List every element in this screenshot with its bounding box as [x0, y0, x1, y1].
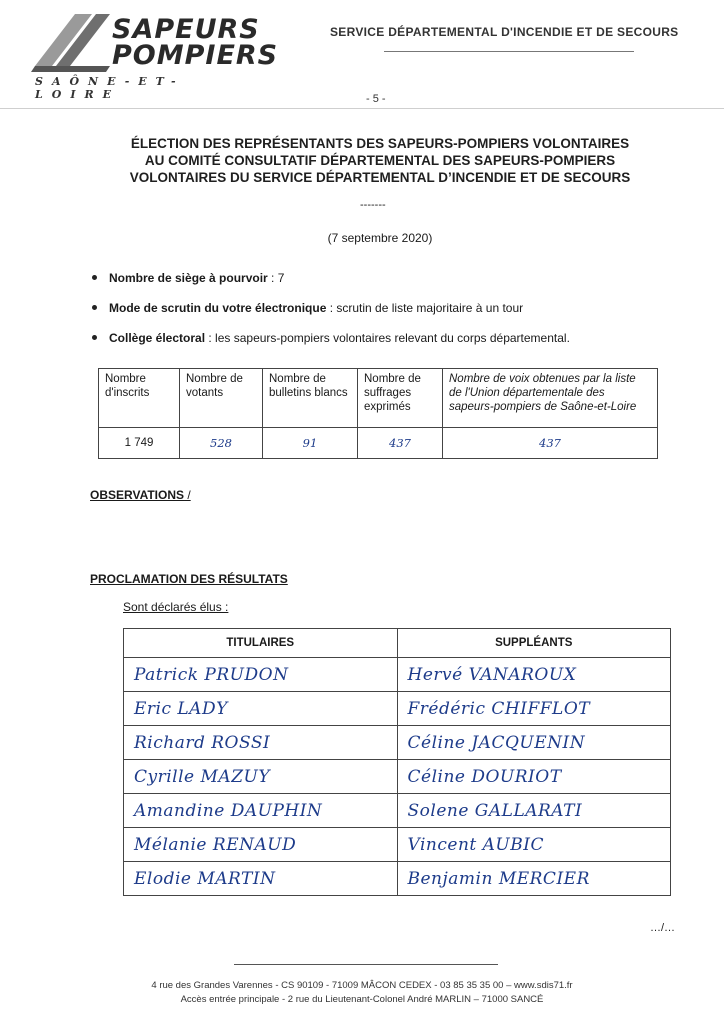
titulaire-name: Amandine DAUPHIN	[124, 794, 398, 828]
value-blancs: 91	[263, 428, 358, 459]
bullet-dot-icon	[92, 275, 97, 280]
footer-access: Accès entrée principale - 2 rue du Lieutenant-Colonel André MARLIN – 71000 SANCÉ	[180, 994, 544, 1005]
document-title	[60, 135, 700, 186]
elected-header-row	[124, 629, 671, 658]
footer-divider	[234, 964, 498, 965]
col-suppleants: SUPPLÉANTS	[397, 629, 671, 658]
bullet-voting-mode	[92, 301, 523, 315]
titulaire-name: Cyrille MAZUY	[124, 760, 398, 794]
service-header: SERVICE DÉPARTEMENTAL D'INCENDIE ET DE SECOURS	[330, 25, 679, 39]
titulaire-name: Richard ROSSI	[124, 726, 398, 760]
value-inscrits: 1 749	[99, 428, 180, 459]
value-exprimes: 437	[358, 428, 443, 459]
title-line-1: ÉLECTION DES REPRÉSENTANTS DES SAPEURS-POMPIERS VOLONTAIRES	[130, 136, 630, 151]
suppleant-name: Hervé VANAROUX	[397, 658, 671, 692]
logo-mark-icon	[30, 14, 110, 74]
elus-label: Sont déclarés élus :	[123, 600, 229, 614]
election-date: (7 septembre 2020)	[327, 231, 433, 245]
suppleant-name: Benjamin MERCIER	[397, 862, 671, 896]
elected-row	[124, 794, 671, 828]
logo-subtitle: SAÔNE-ET-LOIRE	[35, 75, 185, 101]
logo-text-pompiers: POMPIERS	[112, 40, 279, 71]
titulaire-name: Elodie MARTIN	[124, 862, 398, 896]
titulaire-name: Mélanie RENAUD	[124, 828, 398, 862]
results-value-row	[99, 428, 658, 459]
header-voix-liste: Nombre de voix obtenues par la liste de l'Union départementale des sapeurs-pompiers de Saône-et-Loire	[443, 369, 658, 428]
header-votants: Nombre de votants	[180, 369, 263, 428]
bullet-seats	[92, 271, 284, 285]
bullet-college	[92, 331, 570, 345]
footer-address: 4 rue des Grandes Varennes - CS 90109 - 71009 MÂCON CEDEX - 03 85 35 35 00 – www.sdis71.fr	[151, 980, 573, 991]
col-titulaires: TITULAIRES	[124, 629, 398, 658]
continuation-mark: …/…	[650, 922, 676, 934]
titulaire-name: Patrick PRUDON	[124, 658, 398, 692]
observations-suffix: /	[184, 488, 191, 502]
titulaire-name: Eric LADY	[124, 692, 398, 726]
proclamation-heading: PROCLAMATION DES RÉSULTATS	[90, 572, 288, 586]
header-exprimes: Nombre de suffrages exprimés	[358, 369, 443, 428]
elected-row	[124, 828, 671, 862]
elected-row	[124, 760, 671, 794]
elected-table	[123, 628, 671, 896]
bullet-value: : les sapeurs-pompiers volontaires relevant du corps départemental.	[205, 331, 570, 345]
suppleant-name: Solene GALLARATI	[397, 794, 671, 828]
logo-text-sapeurs: SAPEURS	[112, 14, 260, 45]
elected-row	[124, 726, 671, 760]
suppleant-name: Vincent AUBIC	[397, 828, 671, 862]
header-blancs: Nombre de bulletins blancs	[263, 369, 358, 428]
bullet-value: : scrutin de liste majoritaire à un tour	[326, 301, 524, 315]
results-header-row	[99, 369, 658, 428]
observations-heading	[90, 488, 191, 502]
page-number: - 5 -	[366, 93, 386, 105]
suppleant-name: Céline JACQUENIN	[397, 726, 671, 760]
value-voix-liste: 437	[443, 428, 658, 459]
bullet-label: Mode de scrutin du votre électronique	[109, 301, 327, 315]
title-dashes: -------	[360, 199, 386, 211]
elected-row	[124, 862, 671, 896]
title-line-2: AU COMITÉ CONSULTATIF DÉPARTEMENTAL DES SAPEURS-POMPIERS	[144, 153, 616, 168]
bullet-dot-icon	[92, 335, 97, 340]
header-inscrits: Nombre d'inscrits	[99, 369, 180, 428]
elected-row	[124, 692, 671, 726]
bullet-label: Nombre de siège à pourvoir	[109, 271, 268, 285]
observations-label: OBSERVATIONS	[90, 488, 185, 502]
sdis-logo	[30, 12, 279, 101]
value-votants: 528	[180, 428, 263, 459]
header-underline	[384, 51, 634, 52]
elected-row	[124, 658, 671, 692]
suppleant-name: Frédéric CHIFFLOT	[397, 692, 671, 726]
results-table	[98, 368, 658, 459]
title-line-3: VOLONTAIRES DU SERVICE DÉPARTEMENTAL D’INCENDIE ET DE SECOURS	[129, 170, 631, 185]
bullet-label: Collège électoral	[109, 331, 206, 345]
bullet-value: : 7	[267, 271, 285, 285]
bullet-dot-icon	[92, 305, 97, 310]
suppleant-name: Céline DOURIOT	[397, 760, 671, 794]
header-divider	[0, 108, 724, 109]
